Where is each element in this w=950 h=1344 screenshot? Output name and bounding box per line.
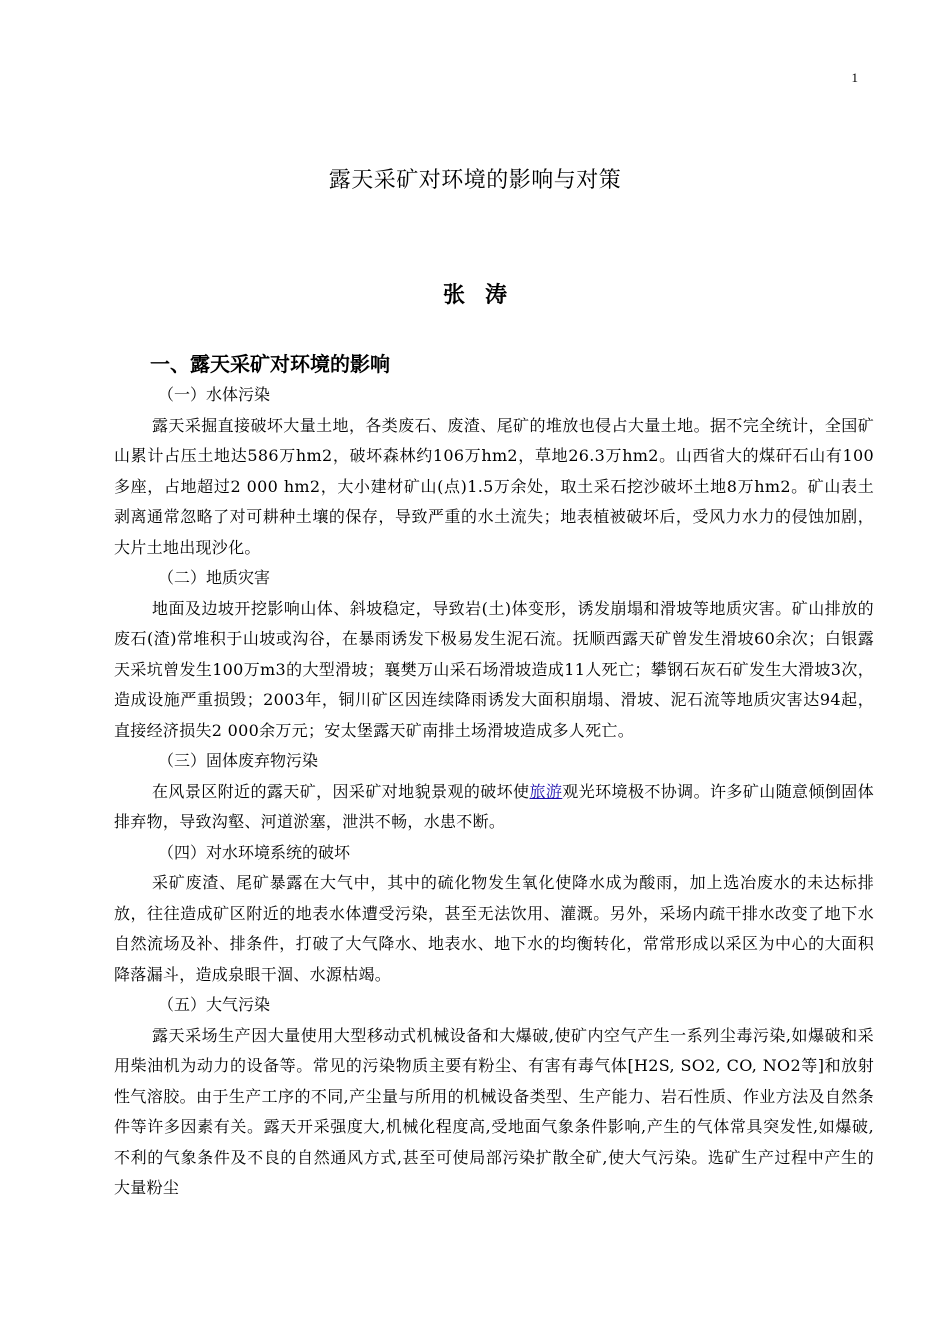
paragraph-solid-waste — [114, 777, 874, 838]
subheading-water-pollution: （一）水体污染 — [158, 385, 271, 404]
document-title: 露天采矿对环境的影响与对策 — [328, 168, 622, 193]
subheading-solid-waste: （三）固体废弃物污染 — [158, 751, 319, 770]
document-body — [114, 348, 874, 1204]
author-name: 张涛 — [442, 283, 527, 308]
section-heading: 一、露天采矿对环境的影响 — [150, 352, 390, 376]
paragraph-text-segment: 在风景区附近的露天矿，因采矿对地貌景观的破坏使 — [152, 781, 530, 801]
paragraph-air-pollution: 露天采场生产因大量使用大型移动式机械设备和大爆破,使矿内空气产生一系列尘毒污染,如爆破和采用柴油机为动力的设备等。常见的污染物质主要有粉尘、有害有毒气体[H2S, SO2, CO, NO2等]和放射性气溶胶。由于生产工序的不同,产尘量与所用的机械设备类型、生产能力、岩石性质、作业方法及自然条件等许多因素有关。露天开采强度大,机械化程度高,受地面气象条件影响,产生的气体常具突发性,如爆破,不利的气象条件及不良的自然通风方式,甚至可使局部污染扩散全矿,使大气污染。选矿生产过程中产生的大量粉尘 — [114, 1025, 874, 1197]
page-number: 1 — [851, 70, 858, 85]
tourism-link[interactable]: 旅游 — [529, 781, 563, 801]
paragraph-geological-hazards: 地面及边坡开挖影响山体、斜坡稳定，导致岩(土)体变形，诱发崩塌和滑坡等地质灾害。矿山排放的废石(渣)常堆积于山坡或沟谷，在暴雨诱发下极易发生泥石流。抚顺西露天矿曾发生滑坡60余次；白银露天采坑曾发生100万m3的大型滑坡；襄樊万山采石场滑坡造成11人死亡；攀钢石灰石矿发生大滑坡3次，造成设施严重损毁；2003年，铜川矿区因连续降雨诱发大面积崩塌、滑坡、泥石流等地质灾害达94起，直接经济损失2 000余万元；安太堡露天矿南排土场滑坡造成多人死亡。 — [114, 598, 874, 740]
subheading-air-pollution: （五）大气污染 — [158, 995, 271, 1014]
paragraph-water-system: 采矿废渣、尾矿暴露在大气中，其中的硫化物发生氧化使降水成为酸雨，加上选冶废水的未达标排放，往往造成矿区附近的地表水体遭受污染，甚至无法饮用、灌溉。另外，采场内疏干排水改变了地下水自然流场及补、排条件，打破了大气降水、地表水、地下水的均衡转化，常常形成以采区为中心的大面积降落漏斗，造成泉眼干涸、水源枯竭。 — [114, 873, 874, 984]
paragraph-water-pollution: 露天采掘直接破坏大量土地，各类废石、废渣、尾矿的堆放也侵占大量土地。据不完全统计，全国矿山累计占压土地达586万hm2，破坏森林约106万hm2，草地26.3万hm2。山西省大的煤矸石山有100多座，占地超过2 000 hm2，大小建材矿山(点)1.5万余处，取土采石挖沙破坏土地8万hm2。矿山表土剥离通常忽略了对可耕种土壤的保存，导致严重的水土流失；地表植被破坏后，受风力水力的侵蚀加剧，大片土地出现沙化。 — [114, 415, 874, 557]
subheading-geological-hazards: （二）地质灾害 — [158, 568, 271, 587]
paragraph-text-segment: 观光环境极不协调。许多矿山随意倾倒固体排弃物，导致沟壑、河道淤塞，泄洪不畅，水患不断。 — [114, 781, 874, 831]
subheading-water-system: （四）对水环境系统的破坏 — [158, 842, 351, 862]
